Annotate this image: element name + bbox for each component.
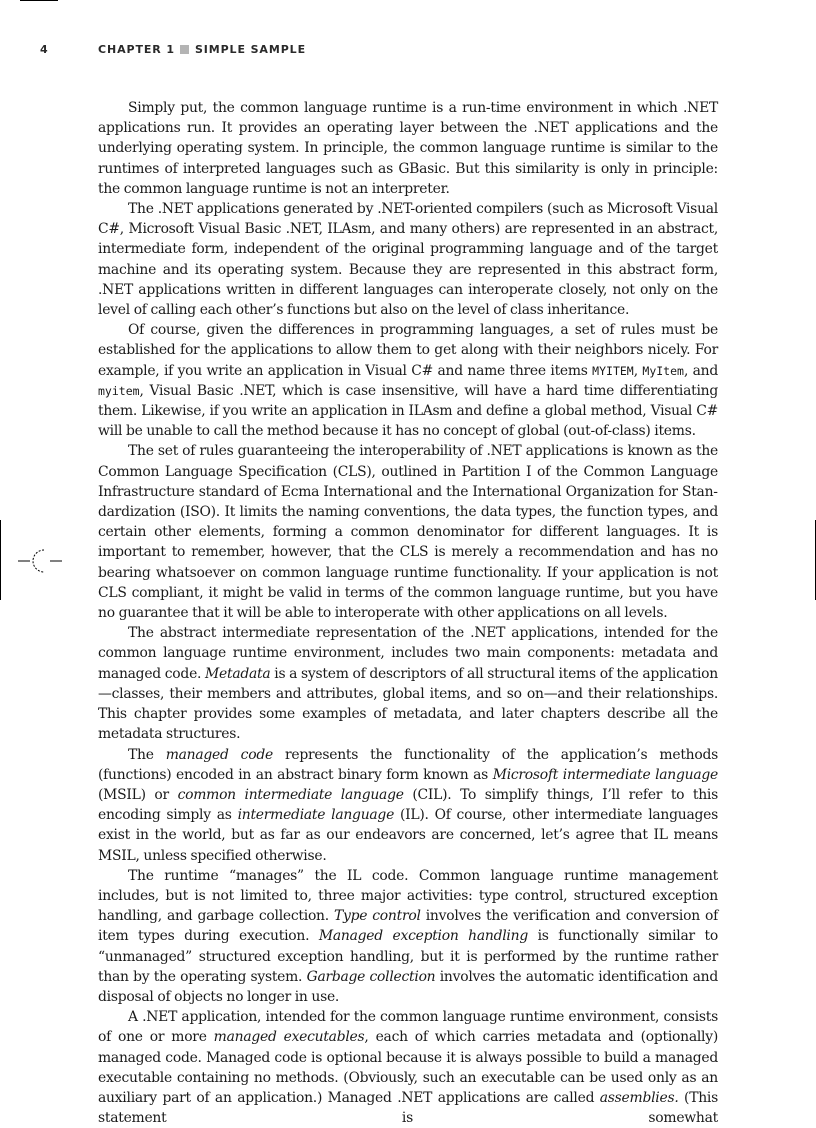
paragraph-5: The abstract intermediate representation of the .NET applications, intended for the common language runtime environment, includes two main components: metadata and managed code. Metadata is a system of descriptors of all structural items of the application—classes, their members and attributes, global items, and so on—and their relationships. This chapter provides some examples of metadata, and later chapters describe all the metadata structures. — [98, 625, 718, 743]
crop-mark-left — [0, 520, 1, 600]
term-managed-exception-handling: Managed exception handling — [318, 928, 528, 945]
paragraph-8: A .NET application, intended for the common language runtime environment, consists of one or more managed executables, each of which carries metadata and (optionally) managed code. Managed code is optional because it is always possible to build a managed executable containing no methods. (Obviously, such an executable can be used only as an auxiliary part of an application.) Managed .NET applications are called assemblies. (This statement is somewhat — [98, 1009, 719, 1127]
running-head — [40, 43, 306, 56]
separator-square-icon — [180, 45, 189, 54]
chapter-title: SIMPLE SAMPLE — [194, 43, 306, 56]
page-number: 4 — [40, 43, 49, 56]
code-myitem-mixed: MyItem — [642, 363, 684, 378]
paragraph-7: The runtime “manages” the IL code. Common language runtime management includes, but is not limited to, three major activities: type control, structured exception handling, and garbage collection. Type control involves the verification and conversion of item types during execution. Managed exception handling is functionally similar to “unmanaged” structured exception handling, but it is performed by the runtime rather than by the operating system. Garbage collection involves the automatic identification and disposal of objects no longer in use. — [98, 867, 718, 1005]
term-msil: Microsoft intermediate language — [492, 766, 718, 783]
paragraph-3: Of course, given the differences in programming languages, a set of rules must be established for the applications to allow them to get along with their neighbors nicely. For example, if you write an application in Visual C# and name three items MYITEM, MyItem, and myitem, Visual Basic .NET, which is case insensitive, will have a hard time differentiating them. Likewise, if you write an application in ILAsm and define a global method, Visual C# will be unable to call the method because it has no concept of global (out-of-class) items. — [98, 322, 718, 440]
code-myitem-upper: MYITEM — [592, 363, 634, 378]
paragraph-1: Simply put, the common language runtime is a run-time environment in which .NET applications run. It provides an operating layer between the .NET applications and the underlying operating system. In principle, the common language runtime is similar to the runtimes of interpreted languages such as GBasic. But this similarity is only in principle: the common language runtime is not an interpreter. — [98, 100, 718, 197]
crop-mark-top — [20, 0, 58, 1]
term-cil: common intermediate language — [177, 786, 404, 803]
term-garbage-collection: Garbage collection — [306, 968, 436, 985]
paragraph-6: The managed code represents the functionality of the application’s methods (functions) encoded in an abstract binary form known as Microsoft intermediate language (MSIL) or common intermediate language (CIL). To simplify things, I’ll refer to this encoding simply as intermediate language (IL). Of course, other intermediate languages exist in the world, but as far as our endeavors are concerned, let’s agree that IL means MSIL, unless specified otherwise. — [98, 746, 719, 864]
registration-mark-icon — [18, 548, 62, 574]
chapter-label: CHAPTER 1 — [98, 43, 175, 56]
paragraph-4: The set of rules guaranteeing the interoperability of .NET applications is known as the Common Language Specification (CLS), outlined in Partition I of the Common Language Infrastructure standard of Ecma International and the International Organization for Standardization (ISO). It limits the naming conventions, the data types, the function types, and certain other elements, forming a common denominator for different languages. It is important to remember, however, that the CLS is merely a recommendation and has no bearing whatsoever on common language runtime functionality. If your application is not CLS compliant, it might be valid in terms of the common language runtime, but you have no guarantee that it will be able to interoperate with other applications on all levels. — [98, 443, 718, 622]
code-myitem-lower: myitem — [98, 383, 140, 398]
term-assemblies: assemblies. — [599, 1089, 679, 1106]
body-text — [98, 98, 718, 1128]
term-il: intermediate language — [237, 807, 395, 824]
term-metadata: Metadata — [205, 665, 271, 682]
term-managed-code: managed code — [165, 746, 273, 763]
paragraph-2: The .NET applications generated by .NET-oriented compilers (such as Microsoft Visual C#, Microsoft Visual Basic .NET, ILAsm, and many others) are represented in an abstract, intermediate form, independent of the original programming language and of the target machine and its operating system. Because they are represented in this abstract form, .NET applications written in different languages can interoperate closely, not only on the level of calling each other’s functions but also on the level of class inheritance. — [98, 201, 718, 319]
term-managed-executables: managed executables — [213, 1029, 365, 1046]
term-type-control: Type control — [333, 908, 421, 925]
